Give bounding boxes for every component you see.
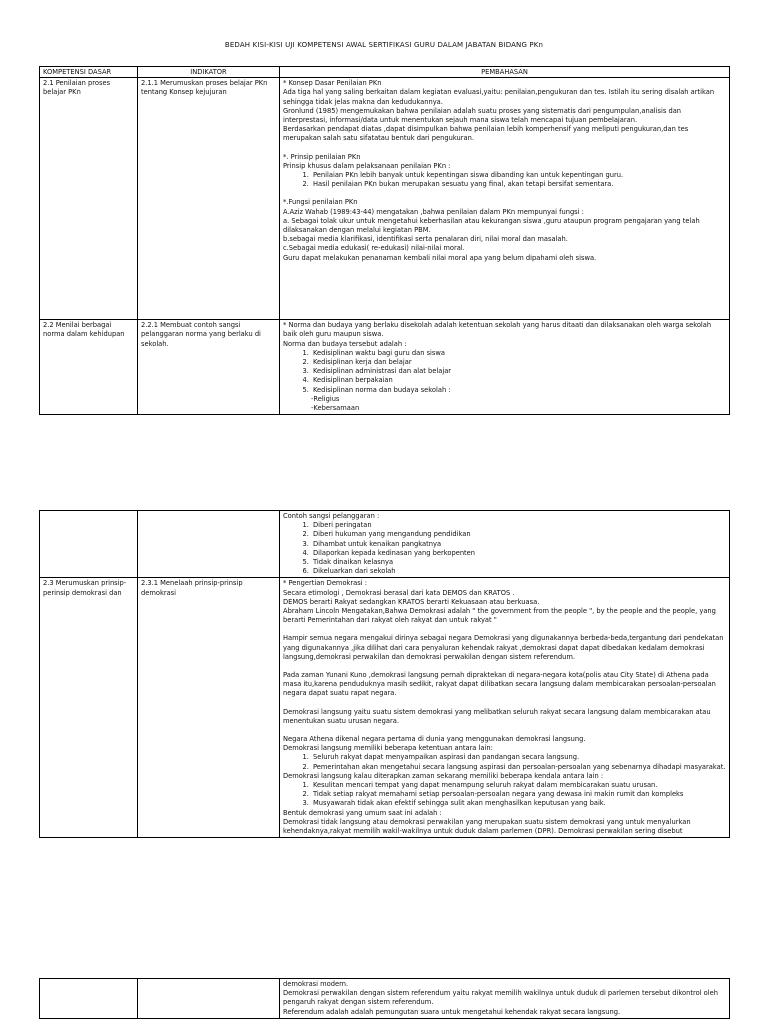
paragraph: a. Sebagai tolak ukur untuk mengetahui keberhasilan atau kekurangan siswa ,guru ataupun program pengajaran yang telah dilaksanakan dengan melalui kegiatan PBM.	[283, 216, 700, 235]
paragraph: Guru dapat melakukan penanaman kembali nilai moral apa yang belum dipahami oleh siswa.	[283, 253, 597, 262]
table-row	[40, 511, 730, 578]
paragraph: demokrasi modern.	[283, 980, 349, 988]
list-item: 5. Kedisiplinan norma dan budaya sekolah :	[311, 386, 726, 395]
kisi-kisi-table-part-1	[39, 66, 730, 415]
kd-cell	[40, 979, 138, 1019]
list-item: 3. Dihambat untuk kenaikan pangkatnya	[311, 540, 726, 549]
numbered-list	[283, 753, 726, 771]
kd-cell	[40, 511, 138, 578]
kd-cell	[40, 78, 138, 320]
kisi-kisi-table-part-2	[39, 510, 730, 838]
indikator-cell	[138, 511, 280, 578]
document-title: BEDAH KISI-KISI UJI KOMPETENSI AWAL SERTIFIKASI GURU DALAM JABATAN BIDANG PKn	[224, 41, 544, 49]
indikator-cell	[138, 78, 280, 320]
list-item: 3. Kedisiplinan administrasi dan alat belajar	[311, 367, 726, 376]
kd-cell	[40, 320, 138, 415]
paragraph: Demokrasi tidak langsung atau demokrasi perwakilan yang merupakan suatu sistem demokrasi yang untuk menyalurkan kehendaknya,rakyat memilih wakil-wakilnya untuk duduk dalam parlemen (DPR). Demokrasi perwakilan sering disebut	[283, 817, 691, 836]
paragraph: Pada zaman Yunani Kuno ,demokrasi langsung pernah dipraktekan di negara-negara kota(polis atau City State) di Athena pada masa itu,karena penduduknya masih sedikit, rakyat dapat dilibatkan secara langsung dalam membicarakan persoalan-persoalan negara dapat suatu rapat negara.	[283, 671, 716, 698]
sub-item: -Religius	[311, 394, 340, 403]
table-row	[40, 979, 730, 1019]
sub-item: -Kebersamaan	[311, 404, 360, 413]
numbered-list	[283, 781, 726, 809]
paragraph: Ada tiga hal yang saling berkaitan dalam kegiatan evaluasi,yaitu: penilaian,pengukuran dan tes. Istilah itu sering disalah artikan sehingga tidak jelas makna dan kedudukannya.	[283, 88, 715, 106]
paragraph: Berdasarkan pendapat diatas ,dapat disimpulkan bahwa penilaian lebih komperhensif yang meliputi pengukuran,dan tes merupakan salah satu sifatatau bentuk dari pengukuran.	[283, 125, 689, 143]
numbered-list	[283, 349, 726, 395]
paragraph: Norma dan budaya tersebut adalah :	[283, 339, 407, 348]
section-heading: Contoh sangsi pelanggaran :	[283, 512, 380, 520]
paragraph: Prinsip khusus dalam pelaksanaan penilaian PKn :	[283, 161, 451, 170]
indikator-cell	[138, 320, 280, 415]
paragraph: Demokrasi langsung memiliki beberapa ketentuan antara lain:	[283, 744, 493, 753]
table-header-row	[40, 67, 730, 78]
paragraph: DEMOS berarti Rakyat sedangkan KRATOS berarti Kekuasaan atau berkuasa.	[283, 597, 540, 606]
section-heading: * Konsep Dasar Penilaian PKn	[283, 79, 382, 88]
indikator-cell	[138, 578, 280, 838]
paragraph: Demokrasi perwakilan dengan sistem referendum yaitu rakyat memilih wakilnya untuk duduk di parlemen tersebut dikontrol oleh pengaruh rakyat dengan sistem referendum.	[283, 989, 718, 1007]
kisi-kisi-table-part-3	[39, 978, 730, 1019]
kd-text: 2.2 Menilai berbagai norma dalam kehidupan	[43, 321, 125, 339]
numbered-list	[283, 521, 726, 576]
list-item: 6. Dikeluarkan dari sekolah	[311, 567, 726, 576]
indikator-text: 2.3.1 Menelaah prinsip-prinsip demokrasi	[141, 579, 243, 597]
pembahasan-cell	[280, 320, 730, 415]
list-item: 2. Kedisiplinan kerja dan belajar	[311, 358, 726, 367]
section-heading: *. Prinsip penilaian PKn	[283, 152, 361, 161]
list-item: 1. Kedisiplinan waktu bagi guru dan siswa	[311, 349, 726, 358]
kd-text: 2.1 Penilaian proses belajar PKn	[43, 79, 111, 97]
paragraph: Gronlund (1985) mengemukakan bahwa penilaian adalah suatu proses yang sistematis dari pengumpulan,analisis dan interprestasi, informasi/data untuk menentukan sejauh mana siswa telah mencapai tujuan pembelajaran.	[283, 106, 682, 125]
header-indikator: INDIKATOR	[138, 67, 280, 78]
paragraph: * Norma dan budaya yang berlaku disekolah adalah ketentuan sekolah yang harus ditaati dan dilaksanakan oleh warga sekolah baik oleh guru maupun siswa.	[283, 321, 712, 339]
pembahasan-cell	[280, 78, 730, 320]
paragraph: c.Sebagai media edukasi( re-edukasi) nilai-nilai moral.	[283, 244, 465, 253]
list-item: 1. Seluruh rakyat dapat menyampaikan aspirasi dan pandangan secara langsung.	[311, 753, 726, 762]
list-item: 2. Hasil penilaian PKn bukan merupakan sesuatu yang final, akan tetapi bersifat sementara.	[311, 180, 726, 189]
list-item: 1. Penilaian PKn lebih banyak untuk kepentingan siswa dibanding kan untuk kepentingan guru.	[311, 171, 726, 180]
paragraph: Demokrasi langsung yaitu suatu sistem demokrasi yang melibatkan seluruh rakyat secara langsung dalam membicarakan atau menentukan suatu urusan negara.	[283, 707, 711, 725]
paragraph: b.sebagai media klarifikasi, identifikasi serta penalaran diri, nilai moral dan masalah.	[283, 235, 568, 244]
list-item: 3. Musyawarah tidak akan efektif sehingga sulit akan menghasilkan keputusan yang baik.	[311, 799, 726, 808]
indikator-text: 2.2.1 Membuat contoh sangsi pelanggaran norma yang berlaku di sekolah.	[141, 321, 261, 348]
paragraph: Abraham Lincoln Mengatakan,Bahwa Demokrasi adalah " the government from the people ", by the people and the people, yang berarti Pemerintahan dari rakyat oleh rakyat dan untuk rakyat "	[283, 607, 716, 625]
table-row	[40, 78, 730, 320]
paragraph: Negara Athena dikenal negara pertama di dunia yang menggunakan demokrasi langsung.	[283, 735, 586, 744]
list-item: 2. Diberi hukuman yang mengandung pendidikan	[311, 530, 726, 539]
section-heading: * Pengertian Demokrasi :	[283, 579, 367, 588]
paragraph: Hampir semua negara mengakui dirinya sebagai negara Demokrasi yang digunakannya berbeda-beda,tergantung dari pendekatan yang digunakannya ,jika dilihat dari cara penyaluran kehendak rakyat ,demokrasi dapat dapat dibedakan kedalam demokrasi langsung,demokrasi perwakilan dan demokrasi perwakilan dengan sistem referendum.	[283, 634, 724, 661]
numbered-list	[283, 171, 726, 189]
kd-text: 2.3 Merumuskan prinsip-perinsip demokrasi dan	[43, 579, 127, 597]
list-item: 2. Tidak setiap rakyat memahami setiap persoalan-persoalan negara yang dewasa ini makin rumit dan kompleks	[311, 790, 726, 799]
list-item: 2. Pemerintahan akan mengetahui secara langsung aspirasi dan persoalan-persoalan yang sebenarnya dihadapi masyarakat.	[311, 763, 726, 772]
paragraph: Secara etimologi , Demokrasi berasal dari kata DEMOS dan KRATOS .	[283, 588, 515, 597]
kd-cell	[40, 578, 138, 838]
list-item: 1. Diberi peringatan	[311, 521, 726, 530]
indikator-text: 2.1.1 Merumuskan proses belajar PKn tentang Konsep kejujuran	[141, 79, 268, 97]
pembahasan-cell	[280, 578, 730, 838]
pembahasan-cell	[280, 979, 730, 1019]
section-heading: *.Fungsi penilaian PKn	[283, 198, 358, 207]
header-pembahasan: PEMBAHASAN	[280, 67, 730, 78]
paragraph: Bentuk demokrasi yang umum saat ini adalah :	[283, 808, 442, 817]
header-kompetensi-dasar: KOMPETENSI DASAR	[40, 67, 138, 78]
pembahasan-cell	[280, 511, 730, 578]
list-item: 4. Kedisiplinan berpakaian	[311, 376, 726, 385]
table-row	[40, 578, 730, 838]
list-item: 1. Kesulitan mencari tempat yang dapat menampung seluruh rakyat dalam membicarakan suatu urusan.	[311, 781, 726, 790]
table-row	[40, 320, 730, 415]
paragraph: A.Aziz Wahab (1989:43-44) mengatakan ,bahwa penilaian dalam PKn mempunyai fungsi :	[283, 207, 584, 216]
list-item: 5. Tidak dinaikan kelasnya	[311, 558, 726, 567]
indikator-cell	[138, 979, 280, 1019]
paragraph: Demokrasi langsung kalau diterapkan zaman sekarang memiliki beberapa kendala antara lain :	[283, 771, 604, 780]
paragraph: Referendum adalah adalah pemungutan suara untuk mengetahui kehendak rakyat secara langsung.	[283, 1007, 621, 1016]
list-item: 4. Dilaporkan kepada kedinasan yang berkopenten	[311, 549, 726, 558]
